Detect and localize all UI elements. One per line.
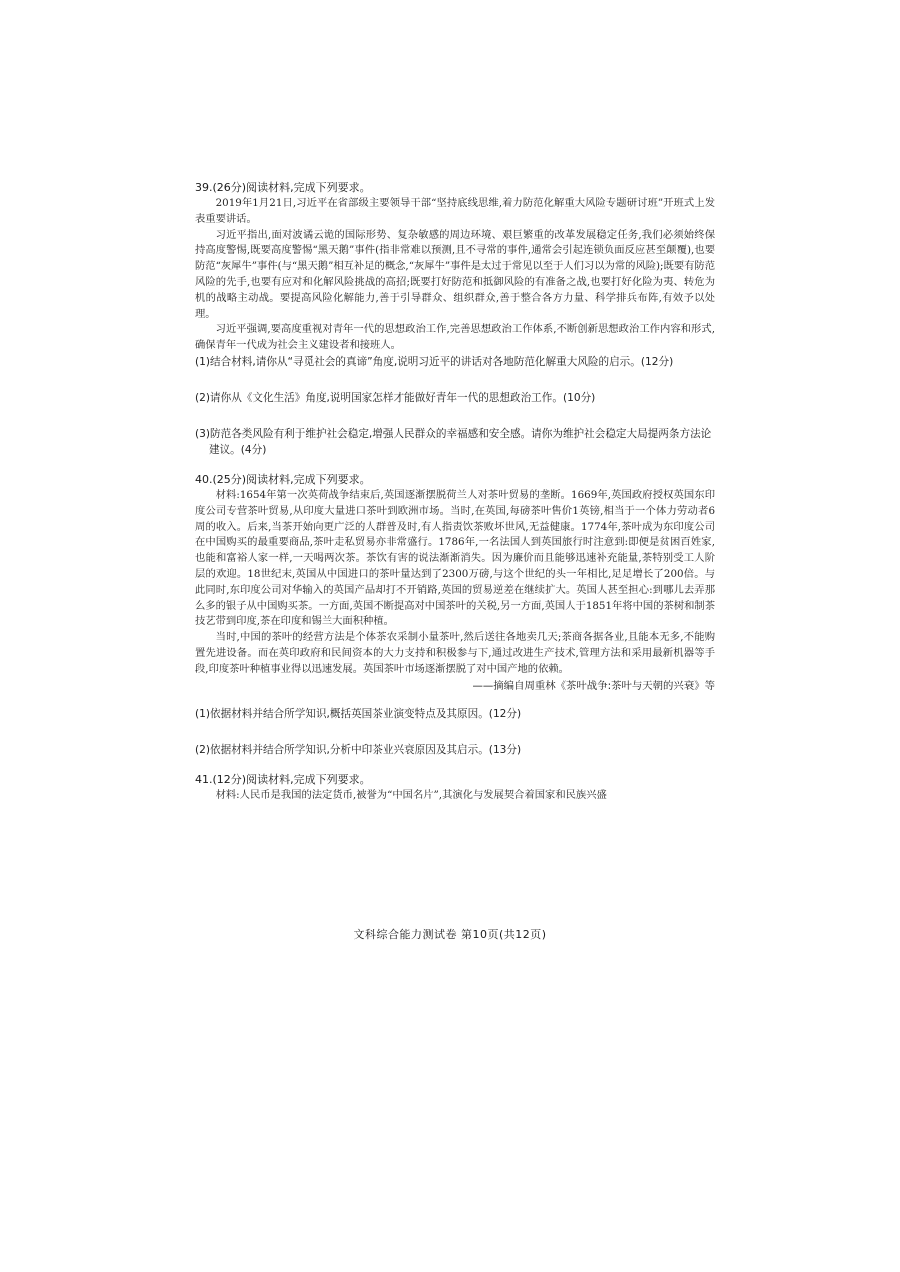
page-footer: 文科综合能力测试卷 第10页(共12页) xyxy=(353,928,547,941)
q39-paragraph-2: 习近平指出,面对波谲云诡的国际形势、复杂敏感的周边环境、艰巨繁重的改革发展稳定任务,我们必须始终保持高度警惕,既要高度警惕“黑天鹅”事件(指非常难以预测,且不寻常的事件,通常会引起连锁负面反应甚至颠覆),也要防范“灰犀牛”事件(与“黑天鹅”相互补足的概念,“灰犀牛”事件是太过于常见以至于人们习以为常的风险);既要有防范风险的先手,也要有应对和化解风险挑战的高招;既要打好防范和抵御风险的有准备之战,也要打好化险为夷、转危为机的战略主动战。要提高风险化解能力,善于引导群众、组织群众,善于整合各方力量、科学排兵布阵,有效予以处理。 xyxy=(195,228,716,320)
question-39-heading: 39.(26分)阅读材料,完成下列要求。 xyxy=(195,181,371,194)
q39-paragraph-1: 2019年1月21日,习近平在省部级主要领导干部“坚持底线思维,着力防范化解重大风险专题研讨班”开班式上发表重要讲话。 xyxy=(195,197,715,225)
q40-source-citation: ——摘编自周重林《茶叶战争:茶叶与天朝的兴衰》等 xyxy=(472,679,715,692)
q40-subquestion-2: (2)依据材料并结合所学知识,分析中印茶业兴衰原因及其启示。(13分) xyxy=(195,743,522,756)
q39-paragraph-3: 习近平强调,要高度重视对青年一代的思想政治工作,完善思想政治工作体系,不断创新思想政治工作内容和形式,确保青年一代成为社会主义建设者和接班人。 xyxy=(195,323,715,352)
question-41-heading: 41.(12分)阅读材料,完成下列要求。 xyxy=(195,772,371,786)
q40-subquestion-1: (1)依据材料并结合所学知识,概括英国茶业演变特点及其原因。(12分) xyxy=(195,707,522,720)
q39-subquestion-3: (3)防范各类风险有利于维护社会稳定,增强人民群众的幸福感和安全感。请你为维护社会稳定大局提两条方法论建议。(4分) xyxy=(195,427,712,456)
exam-page xyxy=(195,180,715,803)
q41-paragraph-1: 材料:人民币是我国的法定货币,被誉为“中国名片”,其演化与发展契合着国家和民族兴盛 xyxy=(215,788,607,801)
q39-subquestion-2: (2)请你从《文化生活》角度,说明国家怎样才能做好青年一代的思想政治工作。(10分) xyxy=(195,391,596,404)
q39-subquestion-1: (1)结合材料,请你从“寻觅社会的真谛”角度,说明习近平的讲话对各地防范化解重大风险的启示。(12分) xyxy=(195,355,674,368)
q40-paragraph-1: 材料:1654年第一次英荷战争结束后,英国逐渐摆脱荷兰人对茶叶贸易的垄断。1669年,英国政府授权英国东印度公司专营茶叶贸易,从印度大量进口茶叶到欧洲市场。当时,在英国,每磅茶叶售价1英镑,相当于一个体力劳动者6周的收入。后来,当茶开始向更广泛的人群普及时,有人指责饮茶败坏世风,无益健康。1774年,茶叶成为东印度公司在中国购买的最重要商品,茶叶走私贸易亦非常盛行。1786年,一名法国人到英国旅行时注意到:即便是贫困百姓家,也能和富裕人家一样,一天喝两次茶。茶饮有害的说法渐渐消失。因为廉价而且能够迅速补充能量,茶特别受工人阶层的欢迎。18世纪末,英国从中国进口的茶叶量达到了2300万磅,与这个世纪的头一年相比,足足增长了200倍。与此同时,东印度公司对华输入的英国产品却打不开销路,英国的贸易逆差在继续扩大。英国人甚至担心:到哪儿去弄那么多的银子从中国购买茶。一方面,英国不断提高对中国茶叶的关税,另一方面,英国人于1851年将中国的茶树和制茶技艺带到印度,茶在印度和锡兰大面积种植。 xyxy=(195,488,715,628)
q40-paragraph-2: 当时,中国的茶叶的经营方法是个体茶农采制小量茶叶,然后送往各地卖几天;茶商各据各业,且能本无多,不能购置先进设备。而在英印政府和民间资本的大力支持和积极参与下,通过改进生产技术,管理方法和采用最新机器等手段,印度茶叶种植事业得以迅速发展。英国茶叶市场逐渐摆脱了对中国产地的依赖。 xyxy=(195,631,715,675)
question-40-heading: 40.(25分)阅读材料,完成下列要求。 xyxy=(195,472,371,486)
